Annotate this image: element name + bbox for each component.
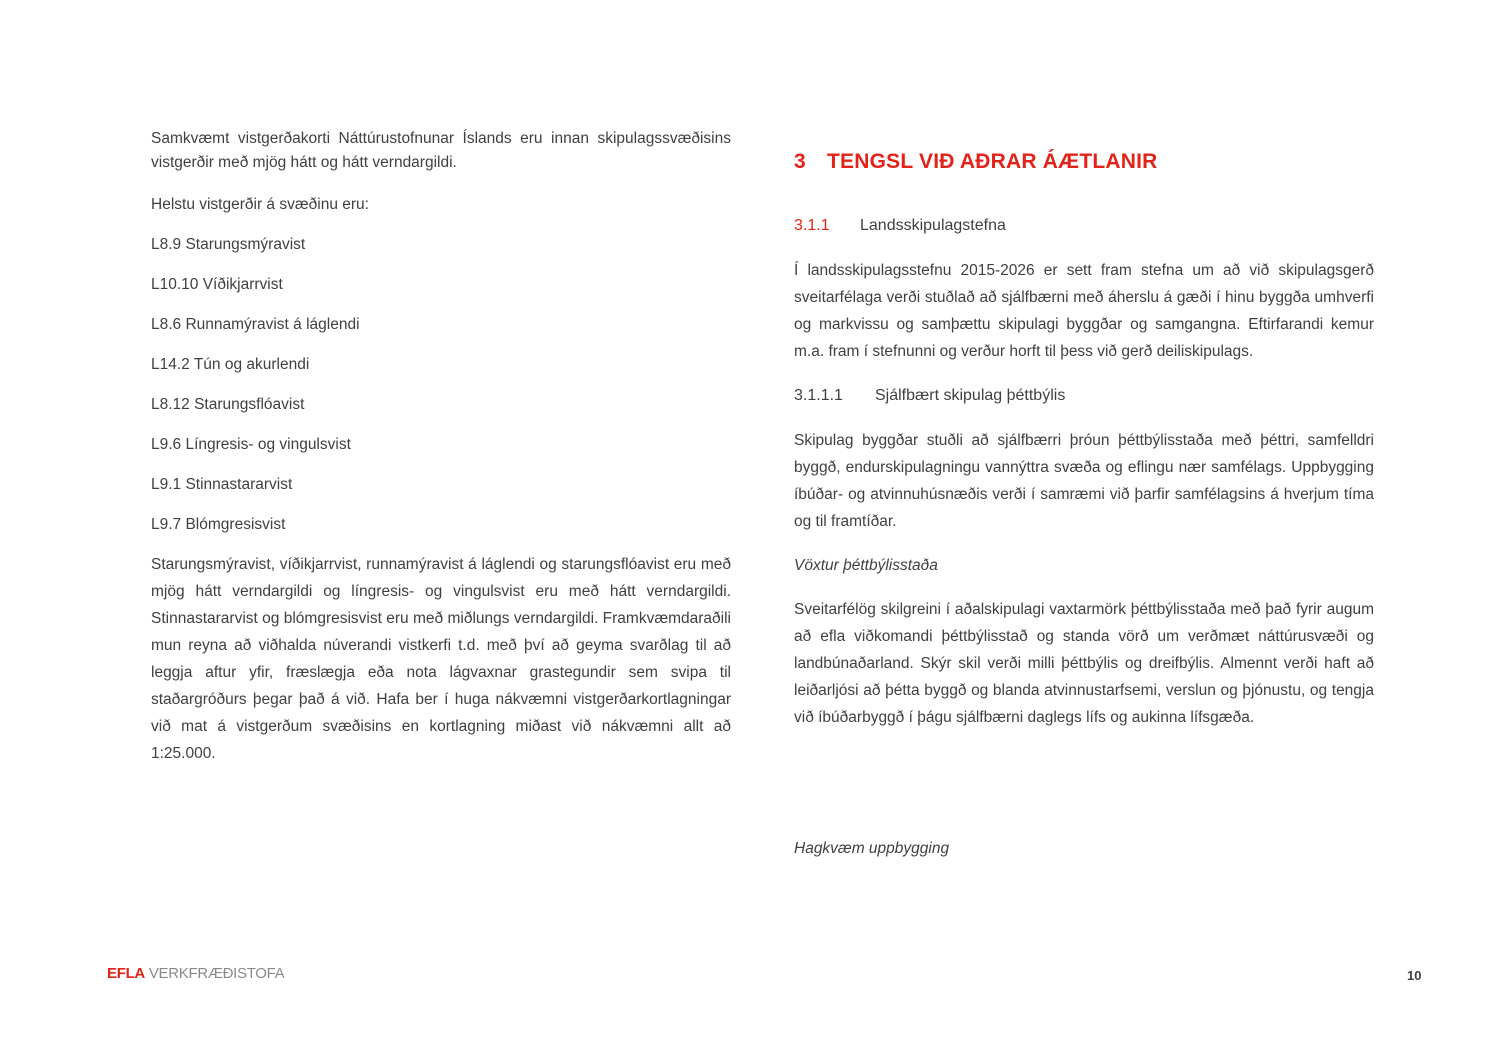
italic-heading-economic: Hagkvæm uppbygging [794, 840, 950, 857]
section-paragraph: Í landsskipulagsstefnu 2015-2026 er sett fram stefna um að við skipulagsgerð sveitarfélaga verði stuðlað að sjálfbærni með áherslu á gæði í hinu byggða umhverfi og markvissu og samþættu skipulagi byggðar og samgangna. Eftirfarandi kemur m.a. fram í stefnunni og verður horft til þess við gerð deiliskipulags. [794, 262, 1374, 360]
chapter-number: 3 [794, 150, 806, 173]
list-item: L14.2 Tún og akurlendi [151, 356, 310, 373]
chapter-title: TENGSL VIÐ AÐRAR ÁÆTLANIR [827, 150, 1158, 173]
brand-name: EFLA [107, 965, 145, 982]
subsection-title: Sjálfbært skipulag þéttbýlis [875, 387, 1066, 404]
list-item: L9.1 Stinnastararvist [151, 476, 293, 493]
list-heading: Helstu vistgerðir á svæðinu eru: [151, 196, 369, 213]
section-heading [794, 212, 1374, 239]
section-number: 3.1.1 [794, 217, 830, 234]
chapter-heading [794, 150, 1374, 174]
list-item: L10.10 Víðikjarrvist [151, 276, 283, 293]
list-item: L9.6 Língresis- og vingulsvist [151, 436, 351, 453]
growth-paragraph: Sveitarfélög skilgreini í aðalskipulagi vaxtarmörk þéttbýlisstaða með það fyrir augum að efla viðkomandi þéttbýlisstað og standa vörð um verðmæt náttúrusvæði og landbúnaðarland. Skýr skil verði milli þéttbýlis og dreifbýlis. Almennt verði haft að leiðarljósi að þétta byggð og blanda atvinnustarfsemi, verslun og þjónustu, og tengja við íbúðarbyggð í þágu sjálfbærni daglegs lífs og aukinna lífsgæða. [794, 601, 1374, 726]
list-item: L8.9 Starungsmýravist [151, 236, 306, 253]
right-column [794, 150, 1374, 879]
page-number: 10 [1407, 968, 1422, 983]
subsection-number: 3.1.1.1 [794, 387, 843, 404]
subsection-paragraph: Skipulag byggðar stuðli að sjálfbærri þróun þéttbýlisstaða með þéttri, samfelldri byggð, endurskipulagningu vannýttra svæða og eflingu nær samfélags. Uppbygging íbúðar- og atvinnuhúsnæðis verði í samræmi við þarfir samfélagsins á hverjum tíma og til framtíðar. [794, 432, 1374, 530]
list-item: L8.12 Starungsflóavist [151, 396, 305, 413]
list-item: L9.7 Blómgresisvist [151, 516, 286, 533]
intro-paragraph: Samkvæmt vistgerðakorti Náttúrustofnunar Íslands eru innan skipulagssvæðisins vistgerðir með mjög hátt og hátt verndargildi. [151, 130, 731, 171]
footer-logo [107, 965, 284, 982]
subsection-heading [794, 382, 1374, 409]
body-paragraph: Starungsmýravist, víðikjarrvist, runnamýravist á láglendi og starungsflóavist eru með mjög hátt verndargildi og língresis- og vingulsvist eru með hátt verndargildi. Stinnastararvist og blómgresisvist eru með miðlungs verndargildi. Framkvæmdaraðili mun reyna að viðhalda núverandi vistkerfi t.d. með því að geyma svarðlag til að leggja aftur yfir, fræslægja eða nota lágvaxnar grastegundir sem svipa til staðargróðurs þegar það á við. Hafa ber í huga nákvæmni vistgerðarkortlagningar við mat á vistgerðum svæðisins en kortlagning miðast við nákvæmni allt að 1:25.000. [151, 556, 731, 762]
italic-heading-growth: Vöxtur þéttbýlisstaða [794, 557, 938, 574]
list-item: L8.6 Runnamýravist á láglendi [151, 316, 360, 333]
section-title: Landsskipulagstefna [860, 217, 1006, 234]
left-column [151, 127, 731, 767]
brand-subtitle: VERKFRÆÐISTOFA [148, 965, 285, 982]
